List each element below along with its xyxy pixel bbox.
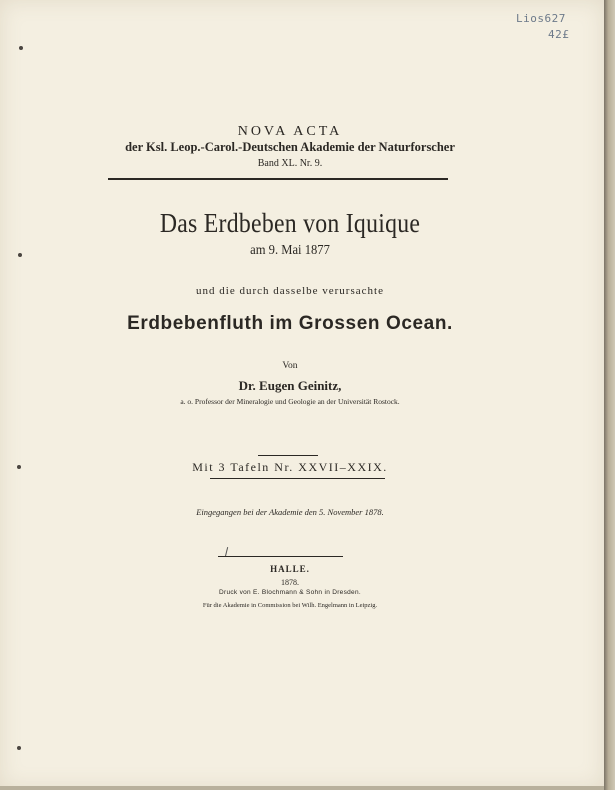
series-volume: Band XL. Nr. 9.: [257, 158, 323, 169]
subtitle: Erdbebenfluth im Grossen Ocean.: [127, 313, 453, 334]
header-rule: [108, 178, 448, 180]
handwritten-note-line2: 42£: [548, 28, 570, 41]
title-date: am 9. Mai 1877: [250, 243, 330, 258]
plates-note: Mit 3 Tafeln Nr. XXVII–XXIX.: [192, 460, 388, 474]
received-note: Eingegangen bei der Akademie den 5. November 1878.: [196, 507, 384, 517]
author-position: a. o. Professor der Mineralogie und Geologie an der Universität Rostock.: [180, 397, 400, 406]
series-academy: der Ksl. Leop.-Carol.-Deutschen Akademie der Naturforscher: [125, 140, 455, 154]
page-edge-bottom: [0, 786, 604, 790]
imprint-printer: Druck von E. Blochmann & Sohn in Dresden.: [218, 589, 361, 596]
binding-hole-middle: [17, 465, 21, 469]
by-label: Von: [282, 361, 298, 371]
imprint-city: HALLE.: [270, 564, 310, 574]
series-name: NOVA ACTA: [237, 124, 343, 139]
plates-rule-top: [258, 455, 318, 456]
page-title: Das Erdbeben von Iquique: [159, 208, 421, 238]
author-name: Dr. Eugen Geinitz,: [238, 378, 342, 393]
binding-hole-upper: [18, 253, 22, 257]
imprint-commission: Für die Akademie in Commission bei Wilh. Engelmann in Leipzig.: [202, 602, 378, 609]
binding-hole-bottom: [17, 746, 21, 750]
plates-rule-bottom: [210, 478, 385, 479]
handwritten-note-line1: Lios627: [516, 12, 566, 25]
imprint-year: 1878.: [281, 578, 299, 587]
binding-hole-top: [19, 46, 23, 50]
page-edge-right: [604, 0, 615, 790]
subtitle-connector: und die durch dasselbe verursachte: [196, 285, 384, 297]
imprint-rule: [218, 556, 343, 557]
